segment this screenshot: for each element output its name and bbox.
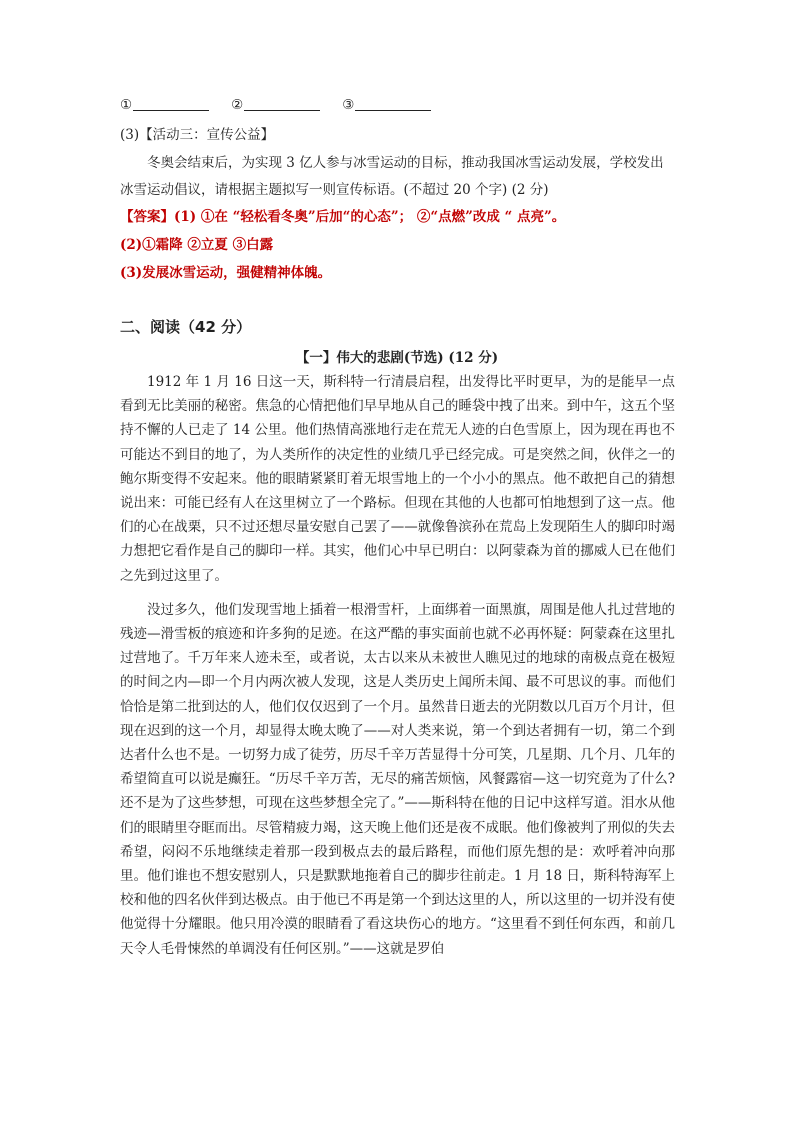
answer-line-3: (3)发展冰雪运动，强健精神体魄。 bbox=[120, 265, 332, 281]
activity-prompt-line2: 冰雪运动倡议，请根据主题拟写一则宣传标语。(不超过 20 个字) (2 分) bbox=[120, 182, 549, 198]
blank-2 bbox=[231, 96, 320, 113]
blank-label: ① bbox=[120, 97, 133, 113]
passage-title: 【一】伟大的悲剧(节选) (12 分) bbox=[295, 350, 499, 366]
blank-label: ② bbox=[231, 97, 244, 113]
passage-body bbox=[120, 370, 675, 961]
activity-heading: (3)【活动三：宣传公益】 bbox=[120, 127, 275, 143]
blank-line[interactable] bbox=[244, 96, 320, 111]
blank-3 bbox=[342, 96, 431, 113]
passage-paragraph-1: 1912 年 1 月 16 日这一天，斯科特一行清晨启程，出发得比平时更早，为的是能早一点看到无比美丽的秘密。焦急的心情把他们早早地从自己的睡袋中拽了出来。到中午，这五个坚持不懈的人已走了 14 公里。他们热情高涨地行走在荒无人迹的白色雪原上，因为现在再也不可能达不到目的地了，为人类所作的决定性的业绩几乎已经完成。可是突然之间，伙伴之一的鲍尔斯变得不安起来。他的眼睛紧紧盯着无垠雪地上的一个小小的黑点。他不敢把自己的猜想说出来：可能已经有人在这里树立了一个路标。但现在其他的人也都可怕地想到了这一点。他们的心在战栗，只不过还想尽量安慰自己罢了——就像鲁滨孙在荒岛上发现陌生人的脚印时竭力想把它看作是自己的脚印一样。其实，他们心中早已明白：以阿蒙森为首的挪威人已在他们之先到过这里了。 bbox=[120, 374, 675, 584]
answer-line-1: 【答案】(1) ①在 “轻松看冬奥”后加“的心态”； ②“点燃”改成 “ 点亮”。 bbox=[120, 209, 566, 225]
blank-1 bbox=[120, 96, 209, 113]
blank-line[interactable] bbox=[133, 96, 209, 111]
passage-paragraph-2: 没过多久，他们发现雪地上插着一根滑雪杆，上面绑着一面黑旗，周围是他人扎过营地的残迹—滑雪板的痕迹和许多狗的足迹。在这严酷的事实面前也就不必再怀疑：阿蒙森在这里扎过营地了。千万年来人迹未至，或者说，太古以来从未被世人瞧见过的地球的南极点竟在极短的时间之内—即一个月内两次被人发现，这是人类历史上闻所未闻、最不可思议的事。而他们恰恰是第二批到达的人，他们仅仅迟到了一个月。虽然昔日逝去的光阴数以几百万个月计，但现在迟到的这一个月，却显得太晚太晚了——对人类来说，第一个到达者拥有一切，第二个到达者什么也不是。一切努力成了徒劳，历尽千辛万苦显得十分可笑，几星期、几个月、几年的希望简直可以说是癫狂。“历尽千辛万苦，无尽的痛苦烦恼，风餐露宿—这一切究竟为了什么?还不是为了这些梦想，可现在这些梦想全完了。”——斯科特在他的日记中这样写道。泪水从他们的眼睛里夺眶而出。尽管精疲力竭，这天晚上他们还是夜不成眠。他们像被判了刑似的失去希望，闷闷不乐地继续走着那一段到极点去的最后路程，而他们原先想的是：欢呼着冲向那里。他们谁也不想安慰别人，只是默默地拖着自己的脚步往前走。1 月 18 日，斯科特海军上校和他的四名伙伴到达极点。由于他已不再是第一个到达这里的人，所以这里的一切并没有使他觉得十分耀眼。他只用冷漠的眼睛看了看这块伤心的地方。“这里看不到任何东西，和前几天令人毛骨悚然的单调没有任何区别。”——这就是罗伯 bbox=[120, 601, 675, 957]
answer-line-2: (2)①霜降 ②立夏 ③白露 bbox=[120, 237, 274, 253]
answer-blanks bbox=[120, 96, 431, 113]
activity-prompt-line1: 冬奥会结束后，为实现 3 亿人参与冰雪运动的目标，推动我国冰雪运动发展，学校发出 bbox=[147, 155, 664, 171]
section-title: 二、阅读（42 分） bbox=[120, 318, 252, 336]
blank-line[interactable] bbox=[355, 96, 431, 111]
blank-label: ③ bbox=[342, 97, 355, 113]
